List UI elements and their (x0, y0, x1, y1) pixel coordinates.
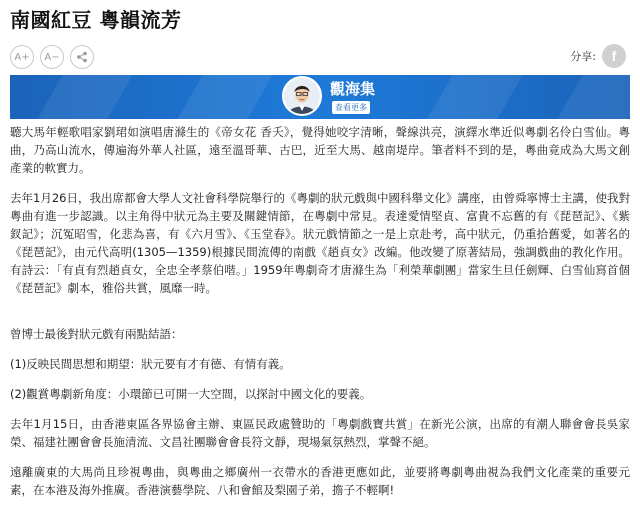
share-area (570, 44, 626, 68)
font-increase-button[interactable]: A+ (10, 45, 34, 69)
paragraph: 遠離廣東的大馬尚且珍視粵曲，與粵曲之鄉廣州一衣帶水的香港更應如此，並要將粵劇粵曲視為我們文化產業的重要元素，在本港及海外推廣。香港演藝學院、八和會館及梨園子弟，擔子不輕啊! (10, 465, 630, 497)
banner-stripe (557, 75, 630, 119)
share-icon (76, 51, 88, 63)
font-decrease-button[interactable]: A− (40, 45, 64, 69)
author-portrait-icon (284, 78, 320, 114)
facebook-icon[interactable]: f (602, 44, 626, 68)
paragraph: (1)反映民間思想和期望：狀元要有才有德、有情有義。 (10, 357, 291, 371)
banner-stripe (37, 75, 132, 119)
paragraph: 去年1月15日，由香港東區各界協會主辦、東區民政處贊助的「粵劇戲寶共賞」在新光公演，出席的有潮人聯會會長吳家榮、福建社團會會長施清流、文昌社團聯會會長符文靜，現場氣氛熱烈，掌聲不絕。 (10, 417, 630, 449)
author-avatar[interactable] (282, 76, 322, 116)
paragraph: 去年1月26日，我出席都會大學人文社會科學院舉行的《粵劇的狀元戲與中國科舉文化》講座，由曾舜寧博士主講，使我對粵曲有進一步認識。以主角得中狀元為主要及關鍵情節，在粵劇中常見。表達愛情堅貞、富貴不忘舊的有《琵琶記》、《紫釵記》；沉冤昭雪，化悲為喜，有《六月雪》、《玉堂春》。狀元戲情節之一是上京赴考，高中狀元，仍重拾舊愛，如著名的《琵琶記》，由元代高明(1305—1359)根據民間流傳的南戲《趙貞女》改編。他改變了原著結局，強調戲曲的教化作用。有詩云：「有貞有烈趙貞女，全忠全孝蔡伯喈。」1959年粵劇奇才唐滌生為「利榮華劇團」當家生旦任劍輝、白雪仙寫首個《琵琶記》劇本，雅俗共賞，風靡一時。 (10, 191, 630, 295)
author-banner (10, 75, 630, 119)
article-toolbar (10, 45, 94, 69)
spacer-paragraph (10, 309, 630, 313)
share-button[interactable] (70, 45, 94, 69)
banner-stripe (427, 75, 522, 119)
paragraph: 聽大馬年輕歌唱家劉珺如演唱唐滌生的《帝女花 香夭》，覺得她咬字清晰，聲線洪亮，演繹水準近似粵劇名伶白雪仙。粵曲，乃高山流水，傳遍海外華人社區，遠至溫哥華、古巴，近至大馬、越南堤岸。筆者料不到的是，粵曲竟成為大馬文創產業的軟實力。 (10, 125, 630, 175)
view-more-button[interactable]: 查看更多 (332, 101, 370, 114)
author-name[interactable]: 觀海集 (330, 80, 376, 98)
article-body (10, 123, 630, 511)
banner-stripe (177, 75, 272, 119)
article-title: 南國紅豆 粵韻流芳 (10, 8, 182, 32)
paragraph: 曾博士最後對狀元戲有兩點結語： (10, 327, 183, 341)
paragraph: (2)觀賞粵劇新角度：小環節已可開一大空間，以探討中國文化的要義。 (10, 387, 372, 401)
share-label: 分享: (570, 50, 596, 63)
